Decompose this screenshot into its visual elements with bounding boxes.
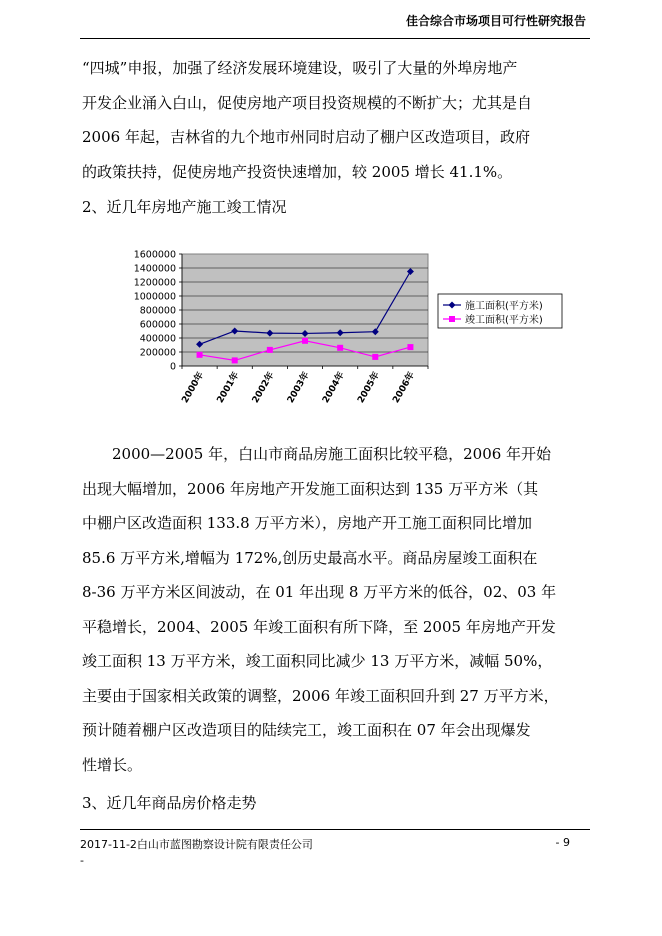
line-chart bbox=[110, 244, 580, 420]
construction-chart bbox=[110, 244, 580, 420]
x-tick-label: 2004年 bbox=[321, 370, 347, 405]
data-point bbox=[197, 352, 203, 358]
text-line: 8-36 万平方米区间波动，在 01 年出现 8 万平方米的低谷，02、03 年 bbox=[82, 583, 557, 601]
y-tick-label: 1200000 bbox=[133, 277, 176, 289]
footer-company: 2017-11-2白山市蓝图勘察设计院有限责任公司 bbox=[80, 838, 313, 851]
legend-marker bbox=[449, 316, 455, 322]
page-footer bbox=[80, 829, 590, 867]
text-line: 2000—2005 年，白山市商品房施工面积比较平稳，2006 年开始 bbox=[112, 445, 552, 463]
data-point bbox=[372, 354, 378, 360]
document-title: 佳合综合市场项目可行性研究报告 bbox=[405, 14, 586, 28]
y-tick-label: 1400000 bbox=[133, 263, 176, 275]
text-line: 出现大幅增加，2006 年房地产开发施工面积达到 135 万平方米（其 bbox=[82, 479, 539, 498]
paragraph-2 bbox=[82, 437, 592, 782]
x-tick-label: 2001年 bbox=[215, 370, 242, 405]
text-line: 主要由于国家相关政策的调整，2006 年竣工面积回升到 27 万平方米， bbox=[82, 686, 559, 705]
y-tick-label: 400000 bbox=[139, 333, 176, 345]
text-line: 平稳增长，2004、2005 年竣工面积有所下降，至 2005 年房地产开发 bbox=[82, 617, 556, 636]
footer-dash: - bbox=[80, 854, 84, 867]
text-line: 的政策扶持，促使房地产投资快速增加，较 2005 增长 41.1%。 bbox=[82, 162, 513, 181]
text-line: 中棚户区改造面积 133.8 万平方米），房地产开工施工面积同比增加 bbox=[82, 514, 532, 532]
x-tick-label: 2003年 bbox=[285, 370, 312, 405]
y-tick-label: 0 bbox=[169, 361, 176, 373]
data-point bbox=[232, 357, 238, 363]
paragraph-1 bbox=[82, 51, 592, 189]
section-heading-2: 2、近几年房地产施工竣工情况 bbox=[82, 198, 287, 216]
y-tick-label: 800000 bbox=[139, 305, 176, 317]
text-line: 预计随着棚户区改造项目的陆续完工，竣工面积在 07 年会出现爆发 bbox=[82, 721, 531, 739]
x-tick-label: 2005年 bbox=[356, 370, 382, 405]
page-header bbox=[80, 12, 590, 39]
data-point bbox=[337, 345, 343, 351]
text-line: 85.6 万平方米,增幅为 172%,创历史最高水平。商品房屋竣工面积在 bbox=[82, 548, 538, 567]
text-line: 2006 年起，吉林省的九个地市州同时启动了棚户区改造项目，政府 bbox=[82, 128, 530, 146]
y-tick-label: 1000000 bbox=[133, 291, 176, 303]
y-tick-label: 200000 bbox=[139, 347, 176, 359]
section-heading-3: 3、近几年商品房价格走势 bbox=[82, 794, 257, 812]
data-point bbox=[302, 338, 308, 344]
page-number: - 9 bbox=[555, 836, 570, 849]
y-tick-label: 1600000 bbox=[133, 249, 176, 261]
legend-label: 施工面积(平方米) bbox=[465, 301, 543, 312]
x-tick-label: 2002年 bbox=[250, 370, 277, 405]
y-tick-label: 600000 bbox=[139, 319, 176, 331]
data-point bbox=[407, 344, 413, 350]
text-line: 开发企业涌入白山，促使房地产项目投资规模的不断扩大；尤其是自 bbox=[82, 93, 533, 112]
text-line: 性增长。 bbox=[82, 755, 143, 774]
x-tick-label: 2006年 bbox=[391, 370, 418, 405]
text-line: “四城”申报，加强了经济发展环境建设，吸引了大量的外埠房地产 bbox=[82, 59, 518, 77]
data-point bbox=[267, 347, 273, 353]
legend-label: 竣工面积(平方米) bbox=[465, 315, 543, 326]
x-tick-label: 2000年 bbox=[180, 370, 207, 405]
text-line: 竣工面积 13 万平方米，竣工面积同比减少 13 万平方米，减幅 50%， bbox=[82, 652, 553, 670]
